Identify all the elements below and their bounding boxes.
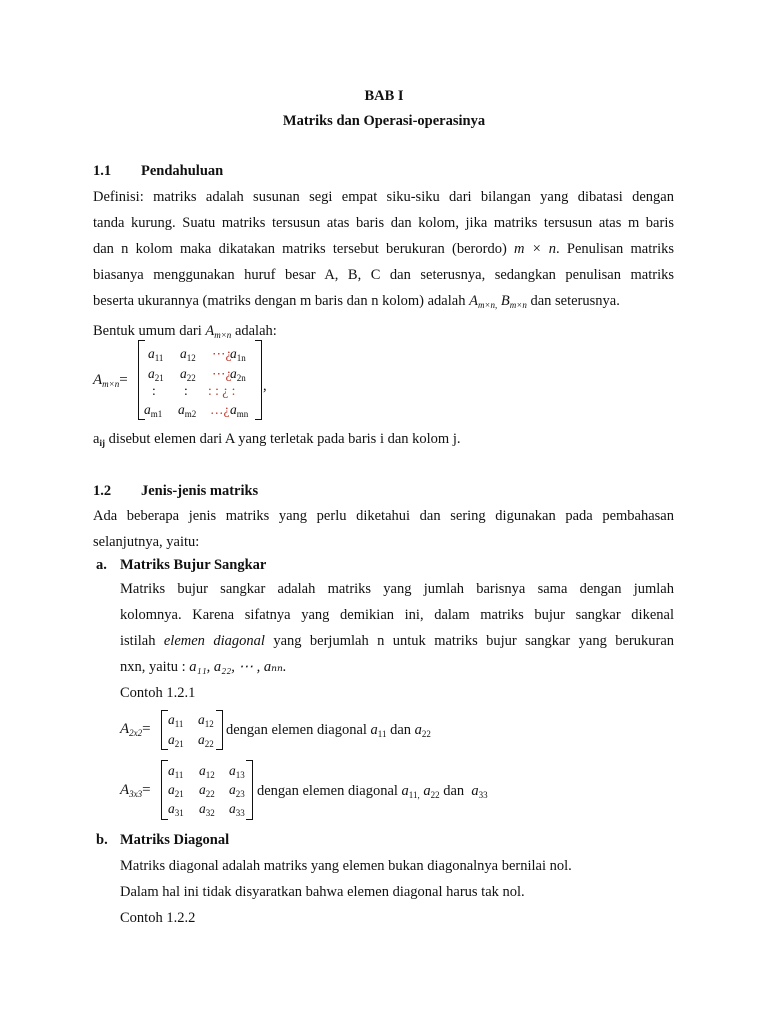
- para-line: kolomnya. Karena sifatnya yang demikian ini, dalam matriks bujur sangkar dikenal: [120, 607, 674, 623]
- para-line: beserta ukurannya (matriks dengan m baris dan n kolom) adalah $A_{m\times n,}$ $B_{m\times n}$ dan seterusnya.: [93, 293, 620, 310]
- matrix-cell: $a_{13}$: [229, 763, 245, 780]
- right-bracket: [255, 340, 262, 420]
- chapter-label: BAB I: [364, 88, 404, 104]
- matrix-2x2: [161, 710, 223, 750]
- list-label-a: a.: [96, 557, 107, 573]
- matrix-cell: $a_{1n}$: [230, 346, 246, 363]
- item-a-title: Matriks Bujur Sangkar: [120, 557, 267, 573]
- matrix-vdots: :: [184, 383, 188, 398]
- matrix-cell: $a_{33}$: [229, 801, 245, 818]
- order-expression: m × n: [514, 241, 557, 257]
- matrix-cell: $a_{mn}$: [230, 402, 249, 419]
- right-bracket: [216, 710, 223, 750]
- matrix-3x3: [161, 760, 253, 820]
- section-title: Pendahuluan: [141, 163, 224, 179]
- para-line: nxn, yaitu : a₁₁, a₂₂, ⋯ , aₙₙ.: [120, 659, 287, 675]
- matrix-3x3-description: dengan elemen diagonal $a_{11,}$ $a_{22}$ dan $a_{33}$: [257, 783, 488, 800]
- diagonal-expression: a₁₁, a₂₂, ⋯ , aₙₙ.: [189, 659, 287, 675]
- matrix-cell: $a_{m1}$: [144, 402, 163, 419]
- chapter-title: Matriks dan Operasi-operasinya: [282, 113, 486, 129]
- matrix-2x2-description: dengan elemen diagonal $a_{11}$ dan $a_{22}$: [226, 722, 431, 739]
- section-1-1-heading: [93, 163, 393, 183]
- matrix-3x3-label: $A_{3x3}=$: [120, 782, 151, 799]
- para-line: Definisi: matriks adalah susunan segi empat siku-siku dari bilangan yang dibatasi dengan: [93, 189, 674, 205]
- example-label: Contoh 1.2.1: [120, 685, 196, 701]
- matrix-cell: $a_{22}$: [198, 732, 214, 749]
- matrix-cell: $a_{21}$: [168, 732, 184, 749]
- left-bracket: [161, 710, 168, 750]
- list-label-b: b.: [96, 832, 108, 848]
- matrix-cell: $a_{22}$: [180, 366, 196, 383]
- left-bracket: [161, 760, 168, 820]
- matrix-cell: $a_{12}$: [199, 763, 215, 780]
- matrix-cell: $a_{12}$: [180, 346, 196, 363]
- matrix-cell: $a_{23}$: [229, 782, 245, 799]
- matrix-2x2-label: $A_{2x2}=$: [120, 721, 151, 738]
- matrix-ellipsis: …¿: [210, 402, 230, 417]
- matrix-cell: $a_{m2}$: [178, 402, 197, 419]
- matrix-vdots: :: [152, 383, 156, 398]
- types-intro: [93, 503, 674, 555]
- example-label: Contoh 1.2.2: [120, 910, 196, 926]
- section-title: Jenis-jenis matriks: [141, 483, 259, 499]
- matrix-cell: $a_{32}$: [199, 801, 215, 818]
- matrix-cell: $a_{11}$: [148, 346, 164, 363]
- section-number: 1.1: [93, 163, 112, 179]
- item-b-title: Matriks Diagonal: [120, 832, 230, 848]
- item-b-paragraph: [120, 853, 674, 931]
- matrix-ellipsis: ⋯¿: [212, 366, 232, 381]
- general-matrix-label: $A_{m\times n}=$: [93, 372, 128, 389]
- para-line: dan n kolom maka dikatakan matriks tersebut berukuran (berordo) m × n. Penulisan matriks: [93, 241, 674, 257]
- item-a-paragraph: [120, 576, 674, 706]
- matrix-cell: $a_{21}$: [168, 782, 184, 799]
- general-form-line: Bentuk umum dari $A_{m\times n}$ adalah:: [93, 323, 277, 340]
- matrix-cell: $a_{2n}$: [230, 366, 246, 383]
- matrix-cell: $a_{12}$: [198, 712, 214, 729]
- matrix-cell: $a_{11}$: [168, 763, 184, 780]
- section-1-2-heading: [93, 483, 393, 503]
- aij-description: $a_{ij}$ disebut elemen dari A yang terletak pada baris i dan kolom j.: [93, 431, 461, 448]
- para-line: biasanya menggunakan huruf besar A, B, C dan seterusnya, sedangkan penulisan matriks: [93, 267, 674, 283]
- general-matrix: [138, 340, 262, 420]
- para-line: Ada beberapa jenis matriks yang perlu diketahui dan sering digunakan pada pembahasan: [93, 508, 674, 524]
- definition-paragraph: [93, 184, 674, 348]
- matrix-comma: ,: [263, 378, 267, 394]
- matrix-cell: $a_{21}$: [148, 366, 164, 383]
- matrix-ellipsis: ⋯¿: [212, 346, 232, 361]
- para-line: istilah elemen diagonal yang berjumlah n untuk matriks bujur sangkar yang berukuran: [120, 633, 675, 649]
- right-bracket: [246, 760, 253, 820]
- matrix-cell: $a_{22}$: [199, 782, 215, 799]
- para-line: Matriks diagonal adalah matriks yang elemen bukan diagonalnya bernilai nol.: [120, 858, 572, 874]
- para-line: Dalam hal ini tidak disyaratkan bahwa elemen diagonal harus tak nol.: [120, 884, 525, 900]
- para-line: selanjutnya, yaitu:: [93, 534, 200, 550]
- matrix-ddots: : : ¿ :: [208, 383, 236, 398]
- para-line: tanda kurung. Suatu matriks tersusun atas baris dan kolom, jika matriks tersusun atas m baris: [93, 215, 674, 231]
- matrix-cell: $a_{31}$: [168, 801, 184, 818]
- matrix-cell: $a_{11}$: [168, 712, 184, 729]
- para-line: Matriks bujur sangkar adalah matriks yang jumlah barisnya sama dengan jumlah: [120, 581, 674, 597]
- section-number: 1.2: [93, 483, 112, 499]
